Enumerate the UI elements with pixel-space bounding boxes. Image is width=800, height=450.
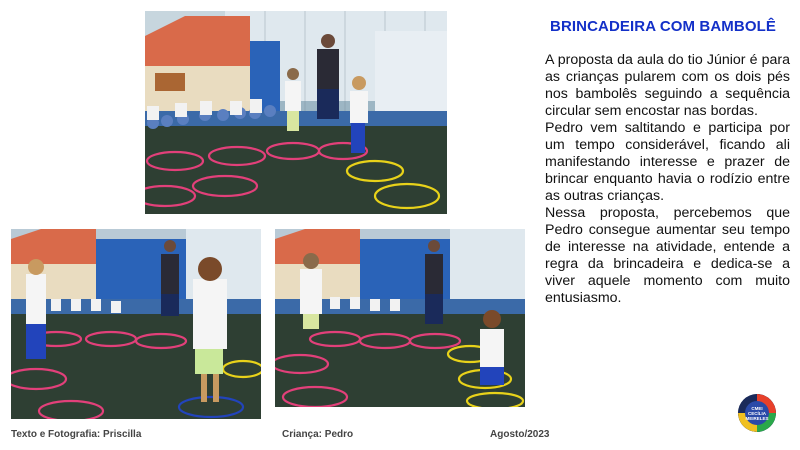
school-logo <box>738 394 776 432</box>
logo-line: CMEI <box>751 406 763 411</box>
paragraph: Pedro vem saltitando e participa por um tempo considerável, ficando ali manifestando interesse e prazer de brincar enquanto havia o rodízio entre as outras crianças. <box>545 120 790 204</box>
photo-bottom-left <box>11 229 261 419</box>
date-label: Agosto/2023 <box>490 429 550 440</box>
photo-top <box>145 11 447 214</box>
page-title: BRINCADEIRA COM BAMBOLÊ <box>550 18 776 35</box>
logo-line: MEIRELES <box>745 416 769 421</box>
photo-bottom-right <box>275 229 525 407</box>
description-text <box>545 52 790 307</box>
paragraph: A proposta da aula do tio Júnior é para as crianças pularem com os dois pés nos bambolês seguindo a sequência circular sem encostar nas bordas. <box>545 52 790 119</box>
logo-line: CECÍLIA <box>748 411 766 416</box>
paragraph: Nessa proposta, percebemos que Pedro consegue aumentar seu tempo de interesse na atividade, entende a regra da brincadeira e dedica-se a viver aquele momento com muito entusiasmo. <box>545 205 790 306</box>
photo-credit: Texto e Fotografia: Priscilla <box>11 429 142 440</box>
child-name: Criança: Pedro <box>282 429 354 440</box>
